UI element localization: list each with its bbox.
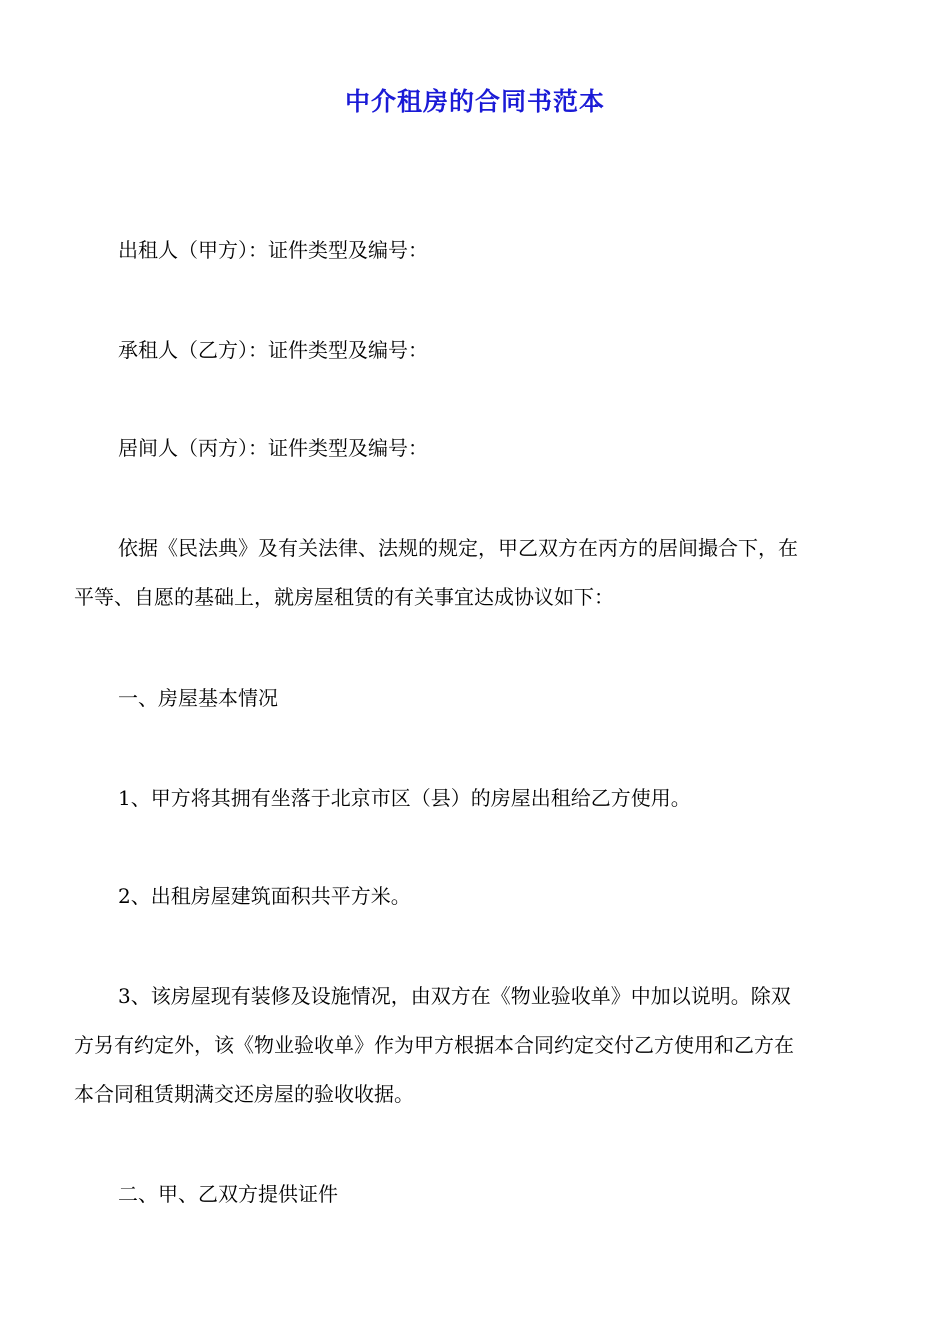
intro-line-2: 平等、自愿的基础上，就房屋租赁的有关事宜达成协议如下： (74, 585, 614, 609)
item-3-line-1: 3、该房屋现有装修及设施情况，由双方在《物业验收单》中加以说明。除双 (118, 984, 791, 1008)
intro-paragraph (74, 524, 878, 622)
document-title: 中介租房的合同书范本 (344, 87, 605, 116)
section-1-heading: 一、房屋基本情况 (118, 686, 278, 710)
section-2-heading: 二、甲、乙双方提供证件 (118, 1182, 338, 1206)
item-1: 1、甲方将其拥有坐落于北京市区（县）的房屋出租给乙方使用。 (118, 786, 691, 810)
party-b-line: 承租人（乙方）：证件类型及编号： (118, 338, 428, 362)
item-3-line-2: 方另有约定外，该《物业验收单》作为甲方根据本合同约定交付乙方使用和乙方在 (74, 1033, 794, 1057)
party-a-line: 出租人（甲方）：证件类型及编号： (118, 238, 428, 262)
item-3-line-3: 本合同租赁期满交还房屋的验收收据。 (74, 1082, 414, 1106)
item-3-paragraph (74, 972, 878, 1119)
intro-line-1: 依据《民法典》及有关法律、法规的规定，甲乙双方在丙方的居间撮合下，在 (118, 536, 798, 560)
party-c-line: 居间人（丙方）：证件类型及编号： (118, 436, 428, 460)
item-2: 2、出租房屋建筑面积共平方米。 (118, 884, 411, 908)
